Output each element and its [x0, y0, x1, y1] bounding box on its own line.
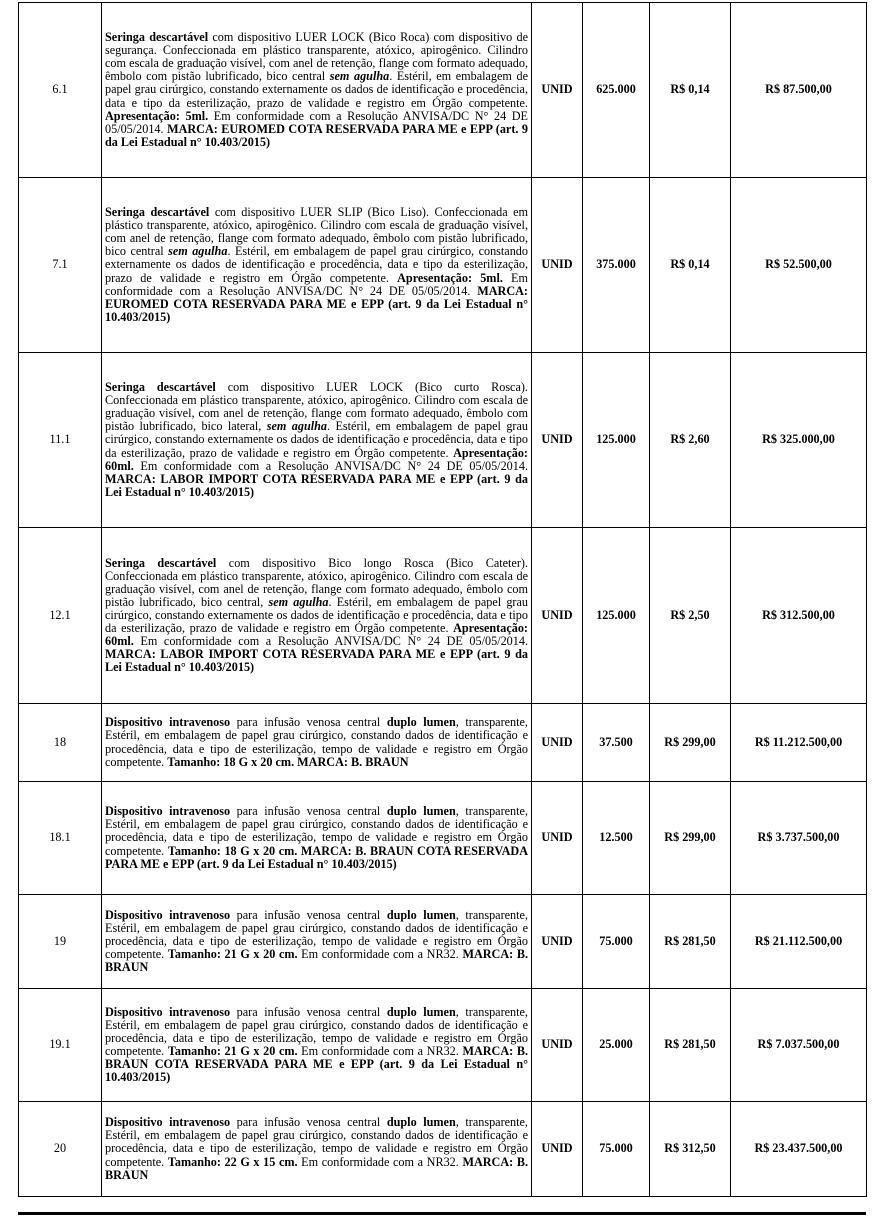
description-text: , transparente, Estéril, em embalagem de papel grau cirúrgico, constando dados de identificação e procedência, data e tipo de esterilização, tempo de validade e registro em Órgão competente.: [105, 907, 528, 962]
item-total-price: R$ 312.500,00: [731, 528, 867, 704]
item-number: 11.1: [19, 353, 102, 528]
description-emphasis: duplo lumen: [386, 907, 456, 922]
item-unit: UNID: [532, 353, 583, 528]
item-number: 18.1: [19, 782, 102, 895]
description-emphasis: Dispositivo intravenoso: [105, 804, 231, 819]
items-table: [18, 2, 867, 1197]
description-emphasis: Dispositivo intravenoso: [105, 1004, 231, 1019]
description-text: Em conformidade com a NR32.: [297, 1044, 463, 1058]
item-unit: UNID: [532, 528, 583, 704]
items-table-body: [19, 3, 867, 1197]
description-emphasis: MARCA: LABOR IMPORT COTA RESERVADA PARA ME e EPP (art. 9 da Lei Estadual n° 10.403/2015): [105, 647, 528, 675]
item-description: [102, 528, 532, 704]
description-text: Em conformidade com a NR32.: [297, 947, 463, 962]
item-quantity: 75.000: [583, 1102, 650, 1197]
item-quantity: 375.000: [583, 178, 650, 353]
item-total-price: R$ 23.437.500,00: [731, 1102, 867, 1197]
description-text: . Estéril, em embalagem de papel grau cirúrgico, constando externamente os dados de identificação e procedência, data e tipo da esterilização, prazo de validade e registro em Órgão competente.: [105, 419, 528, 460]
item-unit: UNID: [532, 782, 583, 895]
description-emphasis: Apresentação: 5ml.: [397, 270, 503, 285]
description-text: , transparente, Estéril, em embalagem de papel grau cirúrgico, constando dados de identificação e procedência, data e tipo de esterilização, tempo de validade e registro em Órgão competente.: [105, 1115, 528, 1169]
description-emphasis: Dispositivo intravenoso: [105, 1115, 231, 1130]
item-quantity: 625.000: [583, 3, 650, 178]
description-emphasis: Seringa descartável: [105, 555, 217, 570]
item-description: [102, 989, 532, 1102]
description-text: para infusão venosa central: [230, 907, 387, 922]
description-emphasis: Seringa descartável: [105, 205, 210, 220]
description-text: , transparente, Estéril, em embalagem de papel grau cirúrgico, constando dados de identificação e procedência, data e tipo de esterilização, tempo de validade e registro em Órgão competente.: [105, 1004, 528, 1058]
description-emphasis: MARCA: EUROMED COTA RESERVADA PARA ME e EPP (art. 9 da Lei Estadual n° 10.403/2015): [105, 121, 528, 149]
description-text: com dispositivo LUER SLIP (Bico Liso). Confeccionada em plástico transparente, atóxico, apirogênico. Cilindro com escala de graduação visível, com anel de retenção, flange com formato adequado, êmbolo com pistão lubrificado, bico central: [105, 205, 528, 259]
description-emphasis: MARCA: EUROMED COTA RESERVADA PARA ME e EPP (art. 9 da Lei Estadual n° 10.403/2015): [105, 283, 528, 324]
item-number: 18: [19, 704, 102, 782]
description-emphasis: Tamanho: 21 G x 20 cm.: [167, 947, 298, 962]
item-total-price: R$ 21.112.500,00: [731, 895, 867, 989]
description-text: , transparente, Estéril, em embalagem de papel grau cirúrgico, constando dados de identificação e procedência, data e tipo de esterilização, tempo de validade e registro em Órgão competente.: [105, 715, 528, 769]
item-total-price: R$ 52.500,00: [731, 178, 867, 353]
description-emphasis: Tamanho: 21 G x 20 cm.: [167, 1044, 298, 1058]
item-unit: UNID: [532, 1102, 583, 1197]
item-description: [102, 178, 532, 353]
item-quantity: 12.500: [583, 782, 650, 895]
description-emphasis: duplo lumen: [386, 1004, 456, 1019]
description-emphasis: duplo lumen: [386, 1115, 456, 1130]
description-emphasis: Apresentação: 60ml.: [105, 621, 528, 649]
table-row: [19, 178, 867, 353]
description-emphasis: Tamanho: 22 G x 15 cm.: [167, 1154, 298, 1169]
bottom-rule: [18, 1212, 866, 1215]
item-quantity: 25.000: [583, 989, 650, 1102]
description-emphasis: sem agulha: [266, 419, 328, 434]
description-emphasis: sem agulha: [329, 69, 390, 84]
item-total-price: R$ 87.500,00: [731, 3, 867, 178]
description-text: , transparente, Estéril, em embalagem de papel grau cirúrgico, constando dados de identificação e procedência, data e tipo de esterilização, tempo de validade e registro em Órgão competente.: [105, 804, 528, 858]
item-number: 6.1: [19, 3, 102, 178]
item-unit-price: R$ 2,60: [650, 353, 731, 528]
item-description: [102, 782, 532, 895]
item-total-price: R$ 11.212.500,00: [731, 704, 867, 782]
description-emphasis: MARCA: B. BRAUN: [105, 947, 528, 975]
description-emphasis: Tamanho: 18 G x 20 cm. MARCA: B. BRAUN COTA RESERVADA PARA ME e EPP (art. 9 da Lei Estadual n° 10.403/2015): [105, 843, 529, 871]
description-emphasis: Dispositivo intravenoso: [105, 715, 231, 730]
item-description: [102, 895, 532, 989]
description-emphasis: duplo lumen: [386, 715, 456, 730]
description-text: . Estéril, em embalagem de papel grau cirúrgico, constando externamente os dados de identificação e procedência, data e tipo da esterilização, prazo de validade e registro em Órgão competente.: [105, 244, 528, 285]
table-row: [19, 1102, 867, 1197]
description-text: Em conformidade com a Resolução ANVISA/DC N° 24 DE 05/05/2014.: [105, 108, 528, 136]
table-row: [19, 989, 867, 1102]
item-unit-price: R$ 281,50: [650, 895, 731, 989]
item-number: 19: [19, 895, 102, 989]
item-unit-price: R$ 299,00: [650, 704, 731, 782]
description-text: para infusão venosa central: [230, 804, 387, 819]
item-unit-price: R$ 299,00: [650, 782, 731, 895]
item-unit: UNID: [532, 704, 583, 782]
item-unit-price: R$ 0,14: [650, 3, 731, 178]
description-emphasis: sem agulha: [268, 594, 329, 609]
description-emphasis: Tamanho: 18 G x 20 cm. MARCA: B. BRAUN: [167, 754, 409, 769]
description-emphasis: Seringa descartável: [105, 30, 209, 45]
item-description: [102, 353, 532, 528]
item-description: [102, 3, 532, 178]
description-emphasis: MARCA: B. BRAUN COTA RESERVADA PARA ME e EPP (art. 9 da Lei Estadual n° 10.403/2015): [105, 1044, 528, 1085]
item-quantity: 75.000: [583, 895, 650, 989]
item-number: 19.1: [19, 989, 102, 1102]
description-emphasis: duplo lumen: [386, 804, 456, 819]
item-total-price: R$ 3.737.500,00: [731, 782, 867, 895]
table-row: [19, 782, 867, 895]
item-unit-price: R$ 0,14: [650, 178, 731, 353]
item-unit: UNID: [532, 989, 583, 1102]
table-row: [19, 3, 867, 178]
item-unit: UNID: [532, 895, 583, 989]
item-unit-price: R$ 281,50: [650, 989, 731, 1102]
table-row: [19, 704, 867, 782]
description-text: Em conformidade com a Resolução ANVISA/DC N° 24 DE 05/05/2014.: [133, 634, 528, 649]
description-text: para infusão venosa central: [230, 715, 387, 730]
description-emphasis: Dispositivo intravenoso: [105, 907, 231, 922]
description-emphasis: sem agulha: [168, 244, 228, 259]
item-unit-price: R$ 2,50: [650, 528, 731, 704]
description-emphasis: Seringa descartável: [105, 380, 216, 395]
description-emphasis: MARCA: B. BRAUN: [105, 1154, 528, 1182]
item-total-price: R$ 7.037.500,00: [731, 989, 867, 1102]
description-text: . Estéril, em embalagem de papel grau cirúrgico, constando externamente os dados de identificação e procedência, data e tipo da esterilização, prazo de validade e registro em Órgão competente.: [105, 594, 528, 636]
item-number: 7.1: [19, 178, 102, 353]
description-text: Em conformidade com a Resolução ANVISA/DC N° 24 DE 05/05/2014.: [105, 270, 528, 298]
item-quantity: 125.000: [583, 528, 650, 704]
item-unit: UNID: [532, 3, 583, 178]
table-row: [19, 895, 867, 989]
description-text: com dispositivo LUER LOCK (Bico Roca) com dispositivo de segurança. Confeccionada em plástico transparente, atóxico, apirogênico. Cilindro com escala de graduação visível, com anel de retenção, flange com formato adequado, êmbolo com pistão lubrificado, bico central: [105, 30, 528, 84]
item-number: 12.1: [19, 528, 102, 704]
item-quantity: 37.500: [583, 704, 650, 782]
table-row: [19, 528, 867, 704]
description-emphasis: Apresentação: 60ml.: [105, 445, 528, 473]
item-description: [102, 1102, 532, 1197]
item-unit-price: R$ 312,50: [650, 1102, 731, 1197]
item-unit: UNID: [532, 178, 583, 353]
description-emphasis: Apresentação: 5ml.: [105, 108, 209, 123]
description-text: com dispositivo Bico longo Rosca (Bico Cateter). Confeccionada em plástico transparente, atóxico, apirogênico. Cilindro com escala de graduação visível, com anel de retenção, flange com formato adequado, êmbolo com pistão lubrificado, bico central,: [105, 555, 528, 609]
description-text: para infusão venosa central: [230, 1004, 387, 1019]
description-emphasis: MARCA: LABOR IMPORT COTA RESERVADA PARA ME e EPP (art. 9 da Lei Estadual n° 10.403/2015): [105, 471, 528, 499]
item-number: 20: [19, 1102, 102, 1197]
description-text: . Estéril, em embalagem de papel grau cirúrgico, constando externamente os dados de identificação e procedência, data e tipo da esterilização, prazo de validade e registro em Órgão competente.: [105, 69, 528, 110]
item-description: [102, 704, 532, 782]
description-text: para infusão venosa central: [230, 1115, 387, 1130]
description-text: Em conformidade com a NR32.: [297, 1154, 463, 1169]
description-text: com dispositivo LUER LOCK (Bico curto Rosca). Confeccionada em plástico transparente, atóxico, apirogênico. Cilindro com escala de graduação visível, com anel de retenção, flange com formato adequado, êmbolo com pistão lubrificado, bico lateral,: [105, 380, 528, 434]
table-row: [19, 353, 867, 528]
item-quantity: 125.000: [583, 353, 650, 528]
item-total-price: R$ 325.000,00: [731, 353, 867, 528]
description-text: Em conformidade com a Resolução ANVISA/DC N° 24 DE 05/05/2014.: [133, 458, 528, 473]
